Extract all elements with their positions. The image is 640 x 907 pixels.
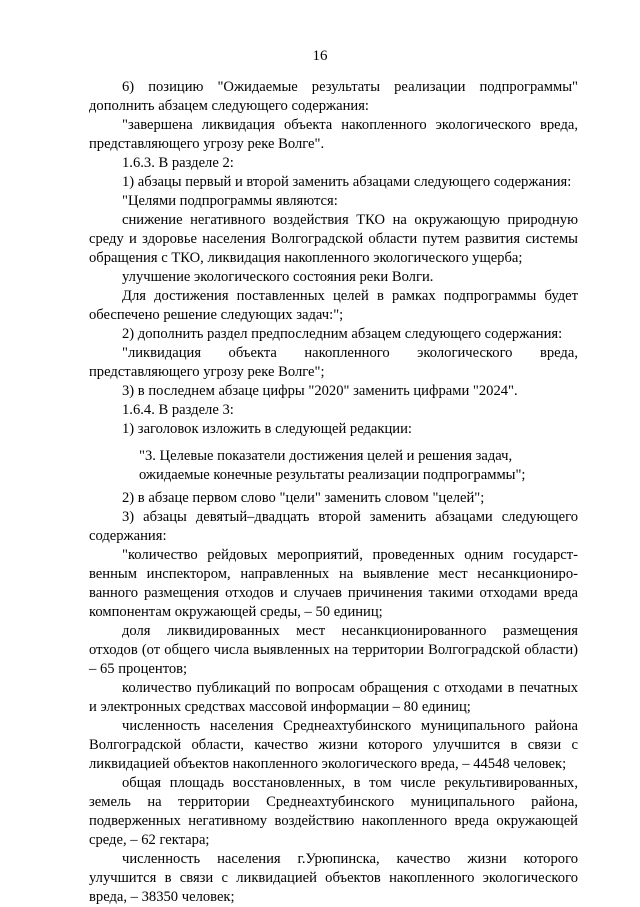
paragraph: Для достижения поставленных целей в рамках подпрограммы будет обеспечено решение следующих задач:"; <box>89 288 578 323</box>
paragraph: "Целями подпрограммы являются: <box>122 193 338 209</box>
paragraph: 6) позицию "Ожидаемые результаты реализации подпрограммы" дополнить абзацем следующего содержания: <box>89 79 578 114</box>
paragraph: "количество рейдовых мероприятий, проведенных одним государственным инспектором, направленных на выявление мест несанкционированного размещения отходов и случаев причинения такими отходами вреда компонентам окружающей среды, – 50 единиц; <box>89 547 578 620</box>
quoted-heading <box>89 447 578 485</box>
section-heading: 1.6.4. В разделе 3: <box>122 402 234 418</box>
paragraph: 2) дополнить раздел предпоследним абзацем следующего содержания: <box>122 326 563 342</box>
quoted-heading-line-2: ожидаемые конечные результаты реализации подпрограммы"; <box>139 467 526 483</box>
paragraph: "завершена ликвидация объекта накопленного экологического вреда, представляющего угрозу реке Волге". <box>89 117 578 152</box>
paragraph: 1) заголовок изложить в следующей редакции: <box>122 421 412 437</box>
paragraph: 2) в абзаце первом слово "цели" заменить словом "целей"; <box>122 490 485 506</box>
paragraph: "ликвидация объекта накопленного экологического вреда, представляющего угрозу реке Волге"; <box>89 345 578 380</box>
paragraph: доля ликвидированных мест несанкционированного размещения отходов (от общего числа выявленных на территории Волгоградской области) – 65 процентов; <box>89 623 578 677</box>
paragraph: численность населения г.Урюпинска, качество жизни которого улучшится в связи с ликвидацией объектов накопленного экологического вреда, – 38350 человек; <box>89 851 578 905</box>
page-number: 16 <box>312 48 328 64</box>
document-body <box>89 78 578 907</box>
paragraph: 1) абзацы первый и второй заменить абзацами следующего содержания: <box>122 174 572 190</box>
paragraph: численность населения Среднеахтубинского муниципального района Волгоградской области, качество жизни которого улучшится в связи с ликвидацией объектов накопленного экологического вреда, – 44548 человек; <box>89 718 578 772</box>
paragraph: общая площадь восстановленных, в том числе рекультивированных, земель на территории Среднеахтубинского муниципального района, подверженных негативному воздействию накопленного вреда окружающей среде, – 62 гектара; <box>89 775 578 848</box>
paragraph: 3) абзацы девятый–двадцать второй заменить абзацами следующего содержания: <box>89 509 578 544</box>
section-heading: 1.6.3. В разделе 2: <box>122 155 234 171</box>
paragraph: количество публикаций по вопросам обращения с отходами в печатных и электронных средствах массовой информации – 80 единиц; <box>89 680 578 715</box>
quoted-heading-line-1: "3. Целевые показатели достижения целей и решения задач, <box>139 448 513 464</box>
paragraph: снижение негативного воздействия ТКО на окружающую природную среду и здоровье населения Волгоградской области путем развития системы обращения с ТКО, ликвидация накопленного экологического ущерба; <box>89 212 578 266</box>
paragraph: 3) в последнем абзаце цифры "2020" заменить цифрами "2024". <box>122 383 518 399</box>
paragraph: улучшение экологического состояния реки Волги. <box>122 269 434 285</box>
